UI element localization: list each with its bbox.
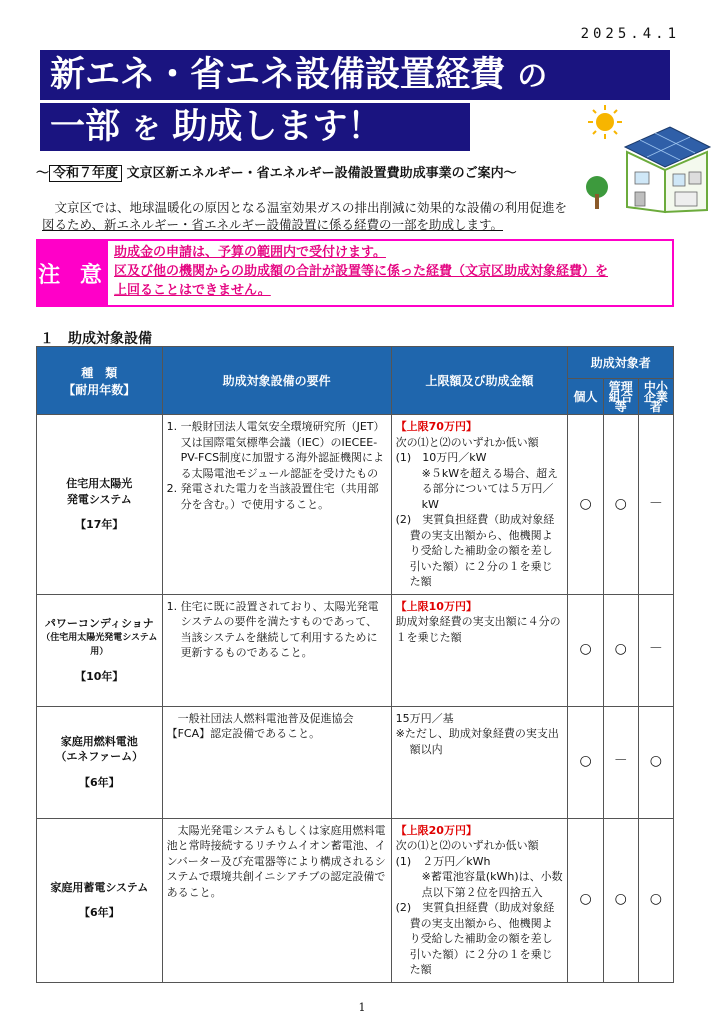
- subtitle: [36, 162, 517, 181]
- eligible-management: ○: [603, 818, 638, 982]
- eligible-sme: ○: [638, 706, 673, 818]
- header-type: [37, 347, 163, 415]
- header-type-line2: 【耐用年数】: [63, 382, 136, 397]
- eligible-individual: ○: [568, 594, 603, 706]
- amount-line: 次の⑴と⑵のいずれか低い額: [395, 839, 539, 852]
- eligible-equipment-table: [36, 346, 674, 983]
- amount-line: (2) 実質負担経費（助成対象経費の実支出額から、他機関より受給した補助金の額を差し引いた額）に２分の１を乗じた額: [395, 513, 555, 588]
- subtitle-year: 令和７年度: [49, 165, 122, 182]
- header-sme: [638, 379, 673, 415]
- requirement-1: 1. 住宅に既に設置されており、太陽光発電システムの要件を満たすものであって、当該システムを継続して利用するために更新するものであること。: [166, 599, 379, 659]
- title-main: 新エネ・省エネ設備設置経費: [50, 55, 506, 95]
- eligible-individual: ○: [568, 706, 603, 818]
- amount-line: (2) 実質負担経費（助成対象経費の実支出額から、他機関より受給した補助金の額を差し引いた額）に２分の１を乗じた額: [395, 901, 555, 976]
- amount-line: 15万円／基: [395, 711, 454, 725]
- table-row: [37, 594, 674, 706]
- title-particle-2: を: [132, 112, 161, 145]
- amount-cell: [391, 594, 568, 706]
- title-particle: の: [517, 59, 548, 94]
- amount-cell: [391, 818, 568, 982]
- header-type-line1: 種 類: [81, 365, 118, 380]
- type-cell: [37, 594, 163, 706]
- type-cell: [37, 706, 163, 818]
- eligible-management: ○: [603, 594, 638, 706]
- requirement-cell: [162, 415, 391, 595]
- notice-line-2: 区及び他の機関からの助成額の合計が設置等に係った経費（文京区助成対象経費）を: [114, 264, 609, 279]
- requirement-1: 一般社団法人燃料電池普及促進協会【FCA】認定設備であること。: [166, 711, 354, 740]
- header-amount: 上限額及び助成金額: [391, 347, 568, 415]
- eligible-individual: ○: [568, 415, 603, 595]
- type-name: 家庭用蓄電システム: [50, 880, 149, 894]
- requirement-1: 太陽光発電システムもしくは家庭用燃料電池と常時接続するリチウムイオン蓄電池、インバーター及び充電器等により構成されるシステムで環境共創イニシアチブの認定設備であること。: [166, 823, 386, 899]
- sun-icon: [588, 105, 622, 139]
- amount-cell: [391, 415, 568, 595]
- document-date: 2025.4.1: [580, 26, 680, 42]
- subtitle-text: 文京区新エネルギー・省エネルギー設備設置費助成事業のご案内～: [126, 166, 517, 181]
- subtitle-prefix: ～: [36, 166, 50, 181]
- type-cell: [37, 818, 163, 982]
- amount-note: ※蓄電池容量(kWh)は、小数点以下第２位を四捨五入: [421, 870, 563, 899]
- intro-line-2: 図るため、新エネルギー・省エネルギー設備設置に係る経費の一部を助成します。: [42, 217, 504, 232]
- title-line-1: [40, 50, 670, 100]
- table-row: [37, 818, 674, 982]
- table-row: [37, 415, 674, 595]
- page-number: 1: [358, 1001, 366, 1014]
- title-part-a: 一部: [50, 107, 121, 147]
- title-part-b: 助成します！: [172, 107, 383, 147]
- amount-limit: 【上限20万円】: [395, 823, 477, 837]
- amount-line: (1) 10万円／kW: [395, 451, 487, 464]
- type-name: パワーコンディショナ: [44, 616, 154, 630]
- requirement-cell: [162, 706, 391, 818]
- title-line-2: [40, 103, 470, 151]
- useful-life: 【6年】: [78, 775, 120, 789]
- section-title: １ 助成対象設備: [40, 331, 152, 347]
- amount-note: ※５kWを超える場合、超える部分については５万円／kW: [421, 466, 559, 511]
- amount-line: 助成対象経費の実支出額に４分の１を乗じた額: [395, 615, 561, 644]
- intro-line-1: 文京区では、地球温暖化の原因となる温室効果ガスの排出削減に効果的な設備の利用促進を: [42, 200, 568, 215]
- house-solar-illustration: [585, 102, 715, 217]
- notice-body: [108, 241, 614, 305]
- requirement-cell: [162, 594, 391, 706]
- notice-line-3: 上回ることはできません。: [114, 283, 271, 298]
- notice-label: 注 意: [38, 241, 108, 305]
- type-name-2: （エネファーム）: [55, 750, 144, 764]
- type-subname: （住宅用太陽光発電システム用）: [41, 633, 158, 657]
- header-sme-line2: 企業者: [643, 389, 668, 414]
- header-management: [603, 379, 638, 415]
- eligible-management: －: [603, 706, 638, 818]
- useful-life: 【17年】: [75, 518, 124, 531]
- intro-paragraph: [42, 199, 582, 233]
- header-individual: 個人: [568, 379, 603, 415]
- header-management-line2: 組合等: [608, 389, 633, 414]
- type-name-2: 発電システム: [66, 492, 132, 506]
- type-name: 家庭用燃料電池: [60, 734, 138, 748]
- notice-box: [36, 239, 674, 307]
- amount-limit: 【上限70万円】: [395, 420, 477, 433]
- useful-life: 【6年】: [78, 906, 120, 919]
- table-row: [37, 706, 674, 818]
- eligible-sme: ○: [638, 818, 673, 982]
- requirement-1: 1. 一般財団法人電気安全環境研究所（JET）又は国際電気標準会議（IEC）のIECEE-PV-FCS制度に加盟する海外認証機関による太陽電池モジュール認証を受けたもの: [166, 420, 385, 480]
- type-cell: [37, 415, 163, 595]
- useful-life: 【10年】: [75, 670, 124, 683]
- eligible-sme: －: [638, 415, 673, 595]
- header-management-line1: 管理: [608, 379, 633, 394]
- requirement-2: 2. 発電された電力を当該設置住宅（共用部分を含む。）で使用すること。: [166, 482, 379, 511]
- type-name: 住宅用太陽光: [66, 477, 133, 490]
- amount-line: (1) ２万円／kWh: [395, 854, 491, 868]
- header-eligible: 助成対象者: [568, 347, 674, 379]
- amount-note: ※ただし、助成対象経費の実支出額以内: [395, 727, 559, 756]
- amount-line: 次の⑴と⑵のいずれか低い額: [395, 435, 539, 449]
- eligible-sme: －: [638, 594, 673, 706]
- header-requirement: 助成対象設備の要件: [162, 347, 391, 415]
- requirement-cell: [162, 818, 391, 982]
- amount-cell: [391, 706, 568, 818]
- notice-line-1: 助成金の申請は、予算の範囲内で受付けます。: [114, 245, 386, 260]
- amount-limit: 【上限10万円】: [395, 599, 477, 613]
- eligible-individual: ○: [568, 818, 603, 982]
- eligible-management: ○: [603, 415, 638, 595]
- header-sme-line1: 中小: [643, 379, 668, 394]
